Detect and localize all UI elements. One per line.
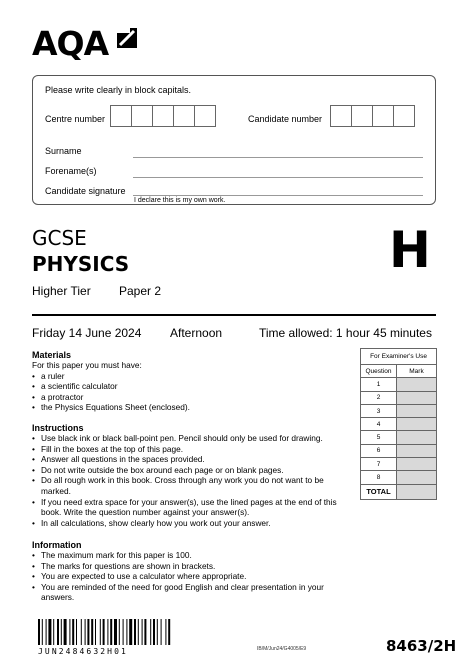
- qualification-title: GCSE: [32, 226, 87, 250]
- candidate-number-label: Candidate number: [248, 114, 323, 124]
- materials-section: [32, 350, 350, 413]
- table-row: [361, 431, 437, 444]
- forenames-field[interactable]: [133, 177, 423, 178]
- centre-number-field[interactable]: [111, 105, 216, 127]
- table-row: [361, 378, 437, 391]
- total-mark-cell: [397, 484, 437, 499]
- table-row: [361, 418, 437, 431]
- surname-label: Surname: [45, 146, 82, 156]
- question-number: 3: [361, 404, 397, 417]
- question-number: 8: [361, 471, 397, 484]
- mark-cell: [397, 444, 437, 457]
- list-item: • In all calculations, show clearly how you work out your answer.: [32, 518, 350, 529]
- centre-number-digit[interactable]: [110, 105, 132, 127]
- logo-text: AQA: [32, 24, 109, 63]
- question-column-header: Question: [361, 365, 397, 378]
- table-row: [361, 444, 437, 457]
- candidate-details-box: [32, 75, 436, 205]
- tier-label: Higher Tier: [32, 284, 91, 298]
- centre-number-digit[interactable]: [194, 105, 216, 127]
- centre-number-label: Centre number: [45, 114, 106, 124]
- list-item: • a ruler: [32, 371, 350, 382]
- question-number: 2: [361, 391, 397, 404]
- table-row: [361, 471, 437, 484]
- examiner-use-table: [360, 348, 437, 500]
- aqa-logo-mark-icon: [116, 27, 138, 49]
- information-section: [32, 540, 350, 603]
- paper-code: 8463/2H: [386, 637, 457, 655]
- table-row: [361, 391, 437, 404]
- list-item: • Fill in the boxes at the top of this page.: [32, 444, 350, 455]
- barcode-text: JUN2484632H01: [38, 647, 128, 656]
- centre-number-digit[interactable]: [152, 105, 174, 127]
- exam-date: Friday 14 June 2024: [32, 326, 142, 340]
- paper-label: Paper 2: [119, 284, 162, 298]
- header-divider: [32, 314, 436, 316]
- candidate-number-digit[interactable]: [393, 105, 415, 127]
- subject-title: PHYSICS: [32, 252, 130, 276]
- centre-number-digit[interactable]: [131, 105, 153, 127]
- question-number: 7: [361, 458, 397, 471]
- table-row: [361, 458, 437, 471]
- block-capitals-instruction: Please write clearly in block capitals.: [45, 85, 192, 95]
- examiner-table-title: For Examiner's Use: [361, 349, 437, 365]
- list-item: • You are reminded of the need for good English and clear presentation in your answers.: [32, 582, 350, 603]
- total-label: TOTAL: [361, 484, 397, 499]
- tier-letter: H: [389, 221, 431, 279]
- information-heading: Information: [32, 540, 82, 550]
- exam-session: Afternoon: [170, 326, 223, 340]
- question-number: 5: [361, 431, 397, 444]
- instructions-section: [32, 423, 350, 528]
- reference-code: IB/M/Jun24/G4005/E9: [257, 646, 307, 652]
- mark-column-header: Mark: [397, 365, 437, 378]
- list-item: • a protractor: [32, 392, 350, 403]
- time-allowed: Time allowed: 1 hour 45 minutes: [259, 326, 432, 340]
- list-item: • Do not write outside the box around each page or on blank pages.: [32, 465, 350, 476]
- mark-cell: [397, 458, 437, 471]
- mark-cell: [397, 391, 437, 404]
- surname-field[interactable]: [133, 157, 423, 158]
- list-item: • The maximum mark for this paper is 100.: [32, 550, 350, 561]
- forenames-label: Forename(s): [45, 166, 97, 176]
- signature-field[interactable]: [133, 195, 423, 196]
- list-item: • Do all rough work in this book. Cross through any work you do not want to be marked.: [32, 475, 350, 496]
- candidate-number-field[interactable]: [331, 105, 415, 127]
- list-item: • Use black ink or black ball-point pen. Pencil should only be used for drawing.: [32, 433, 350, 444]
- list-item: • a scientific calculator: [32, 381, 350, 392]
- list-item: • If you need extra space for your answer(s), use the lined pages at the end of this book. Write the question number against your answer(s).: [32, 497, 350, 518]
- list-item: • Answer all questions in the spaces provided.: [32, 454, 350, 465]
- list-item: • You are expected to use a calculator where appropriate.: [32, 571, 350, 582]
- aqa-logo: [32, 24, 138, 64]
- mark-cell: [397, 471, 437, 484]
- declaration-text: I declare this is my own work.: [134, 197, 226, 204]
- total-row: [361, 484, 437, 499]
- materials-heading: Materials: [32, 350, 72, 360]
- signature-label: Candidate signature: [45, 186, 126, 196]
- materials-intro: For this paper you must have:: [32, 360, 142, 370]
- candidate-number-digit[interactable]: [372, 105, 394, 127]
- mark-cell: [397, 431, 437, 444]
- candidate-number-digit[interactable]: [330, 105, 352, 127]
- question-number: 4: [361, 418, 397, 431]
- barcode-icon: [38, 619, 203, 645]
- list-item: • the Physics Equations Sheet (enclosed).: [32, 402, 350, 413]
- instructions-heading: Instructions: [32, 423, 84, 433]
- table-row: [361, 404, 437, 417]
- question-number: 1: [361, 378, 397, 391]
- candidate-number-digit[interactable]: [351, 105, 373, 127]
- mark-cell: [397, 418, 437, 431]
- question-number: 6: [361, 444, 397, 457]
- list-item: • The marks for questions are shown in brackets.: [32, 561, 350, 572]
- mark-cell: [397, 378, 437, 391]
- centre-number-digit[interactable]: [173, 105, 195, 127]
- mark-cell: [397, 404, 437, 417]
